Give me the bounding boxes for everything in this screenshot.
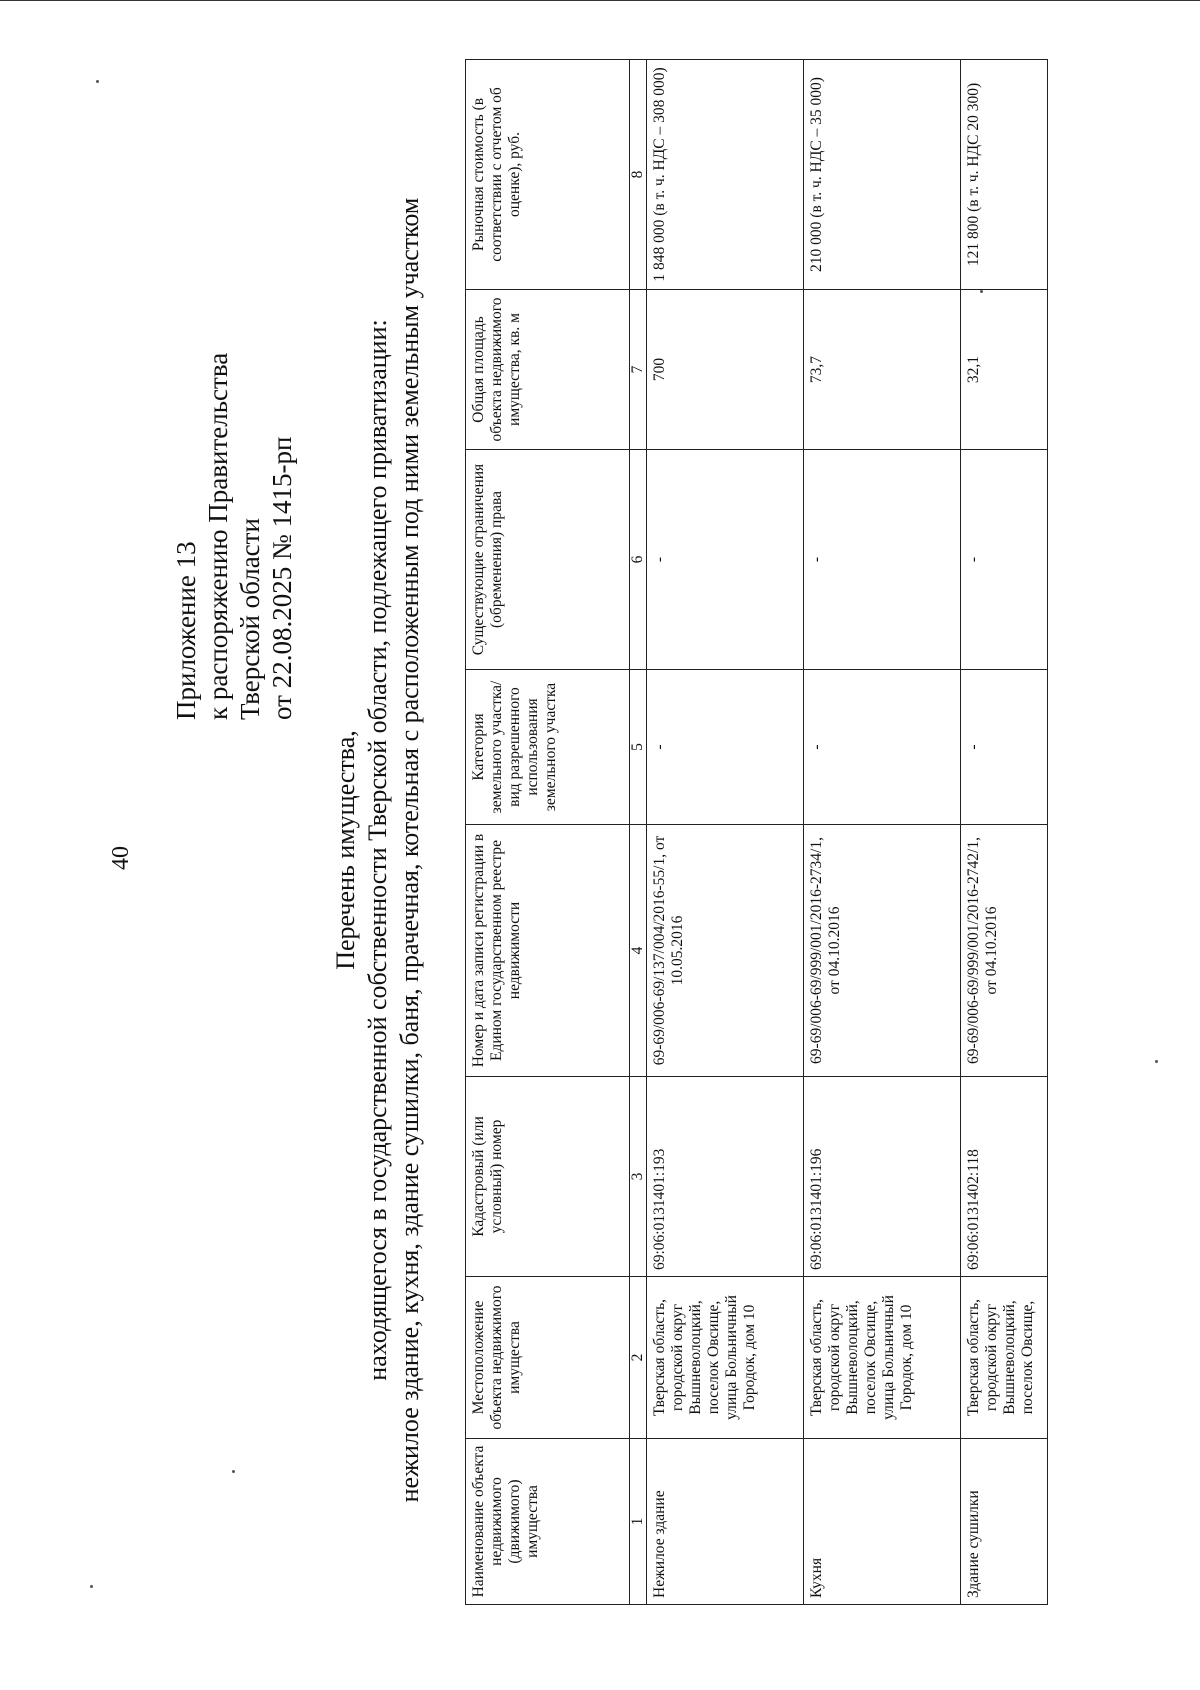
appendix-line: к распоряжению Правительства [203,352,233,720]
cadastral-number: 69:06:0131402:118 [961,1077,1048,1277]
property-table [465,59,1048,1605]
header-cell: Кадастровый (или условный) номер [466,1077,630,1277]
header-row [466,60,630,1605]
object-name: Нежилое здание [647,1439,804,1605]
table-row [804,60,961,1605]
market-value: 121 800 (в т. ч. НДС 20 300) [961,60,1048,290]
appendix-line: от 22.08.2025 № 1415-рп [267,436,297,720]
market-value: 210 000 (в т. ч. НДС – 35 000) [804,60,961,290]
registration-record: 69-69/006-69/999/001/2016-2742/1, от 04.10.2016 [961,825,1048,1077]
restrictions: - [961,450,1048,670]
object-name: Кухня [804,1439,961,1605]
object-location: Тверская область, городской округ Вышневолоцкий, поселок Овсище, улица Больничный Городок, дом 10 [647,1277,804,1439]
column-number: 2 [630,1277,647,1439]
land-category: - [647,670,804,825]
header-cell: Наименование объекта недвижимого (движимого) имущества [466,1439,630,1605]
land-category: - [961,670,1048,825]
header-cell: Категория земельного участка/вид разрешенного использования земельного участка [466,670,630,825]
column-number: 8 [630,60,647,290]
land-category: - [804,670,961,825]
table-row [961,60,1048,1605]
header-cell: Существующие ограничения (обременения) права [466,450,630,670]
total-area: 700 [647,290,804,450]
registration-record: 69-69/006-69/999/001/2016-2734/1, от 04.10.2016 [804,825,961,1077]
appendix-line: Приложение 13 [171,541,201,720]
column-number: 4 [630,825,647,1077]
document-subtitle: находящегося в государственной собственности Тверской области, подлежащего приватизации: [363,319,392,1381]
object-name: Здание сушилки [961,1439,1048,1605]
restrictions: - [804,450,961,670]
total-area: 32,1 [961,290,1048,450]
object-location: Тверская область, городской округ Вышневолоцкий, поселок Овсище, [961,1277,1048,1439]
header-cell: Общая площадь объекта недвижимого имущества, кв. м [466,290,630,450]
document-title: Перечень имущества, [331,730,360,970]
column-number-row [630,60,647,1605]
column-number: 7 [630,290,647,450]
table-row [647,60,804,1605]
column-number: 6 [630,450,647,670]
header-cell: Рыночная стоимость (в соответствии с отчетом об оценке), руб. [466,60,630,290]
cadastral-number: 69:06:0131401:193 [647,1077,804,1277]
document-subtitle: нежилое здание, кухня, здание сушилки, баня, прачечная, котельная с расположенным под ними земельным участком [395,197,424,1503]
object-location: Тверская область, городской округ Вышневолоцкий, поселок Овсище, улица Больничный Городок, дом 10 [804,1277,961,1439]
page-number: 40 [108,846,134,870]
header-cell: Местоположение объекта недвижимого имущества [466,1277,630,1439]
column-number: 5 [630,670,647,825]
header-cell: Номер и дата записи регистрации в Едином государственном реестре недвижимости [466,825,630,1077]
appendix-block [170,353,298,720]
appendix-line: Тверской области [235,518,265,720]
registration-record: 69-69/006-69/137/004/2016-55/1, от 10.05.2016 [647,825,804,1077]
cadastral-number: 69:06:0131401:196 [804,1077,961,1277]
restrictions: - [647,450,804,670]
market-value: 1 848 000 (в т. ч. НДС – 308 000) [647,60,804,290]
total-area: 73,7 [804,290,961,450]
column-number: 1 [630,1439,647,1605]
column-number: 3 [630,1077,647,1277]
